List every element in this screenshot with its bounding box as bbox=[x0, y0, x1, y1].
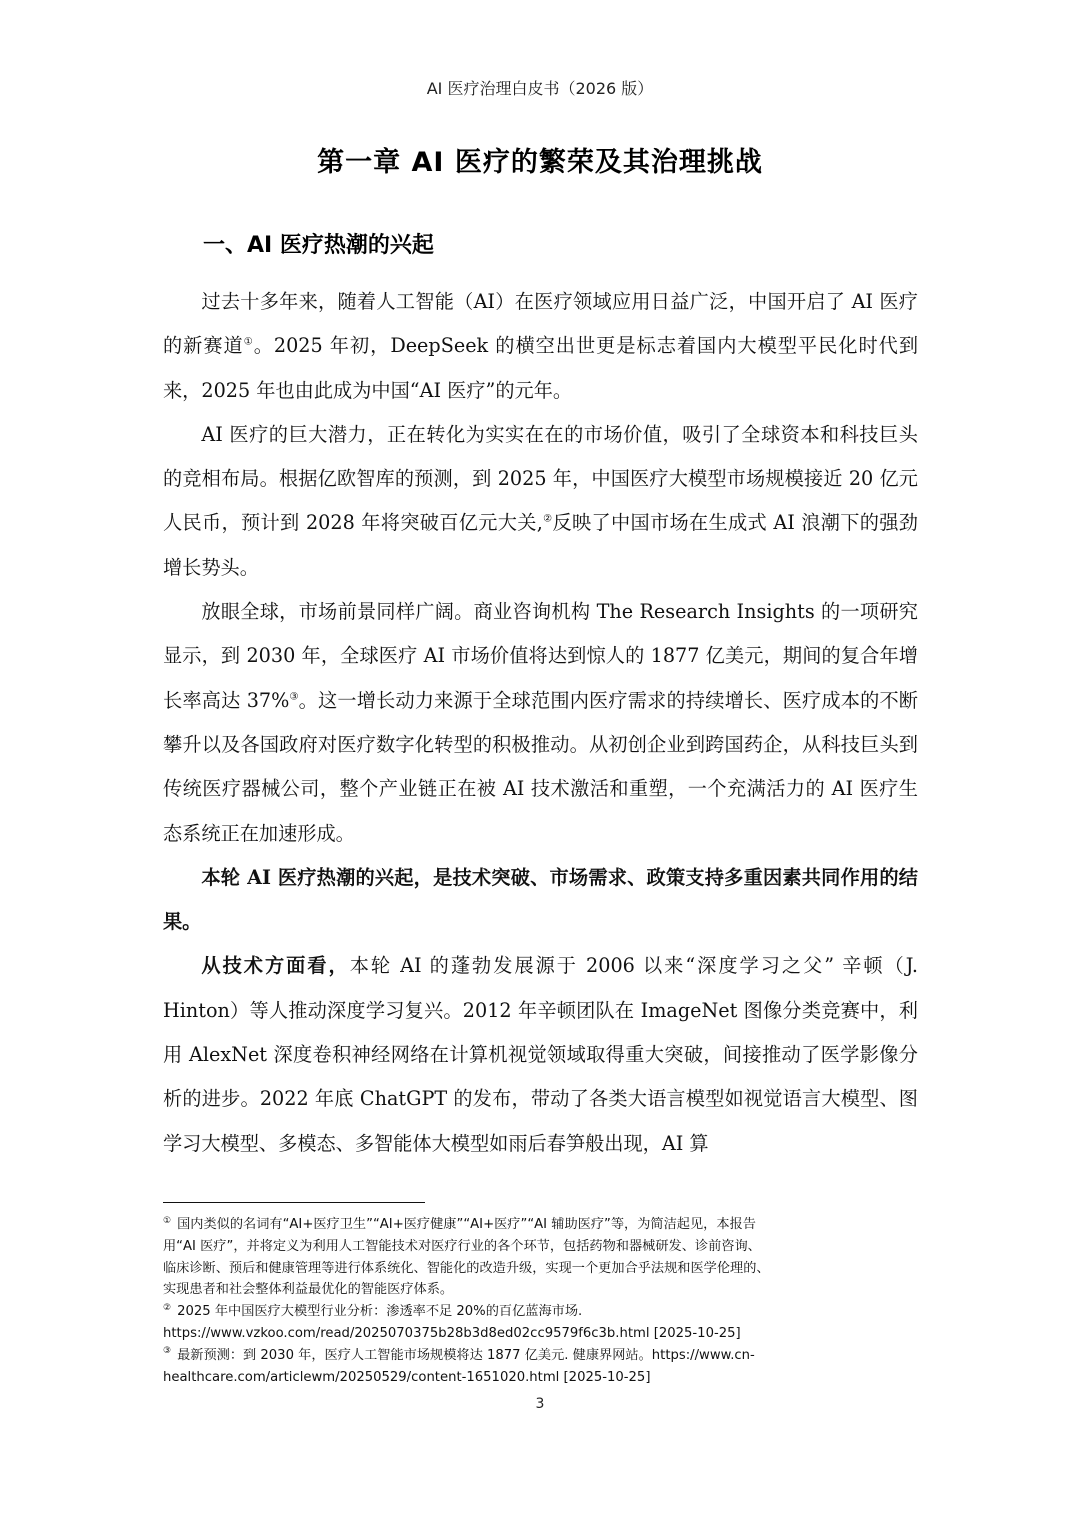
paragraph-text: 。2025 年初，DeepSeek 的横空出世更是标志着国内大模型平民化时代到来，2025 年也由此成为中国“AI 医疗”的元年。 bbox=[163, 334, 919, 402]
paragraph-text: AI 医疗的巨大潜力，正在转化为实实在在的市场价值，吸引了全球资本和科技巨头的竞相布局。根据亿欧智库的预测，到 2025 年，中国医疗大模型市场规模接近 20 亿元人民币，预计到 2028 年将突破百亿元大关, bbox=[163, 422, 918, 535]
paragraph-text: 本轮 AI 的蓬勃发展源于 2006 以来“深度学习之父” 辛顿（J. Hinton）等人推动深度学习复兴。2012 年辛顿团队在 ImageNet 图像分类竞赛中，利用 AlexNet 深度卷积神经网络在计算机视觉领域取得重大突破，间接推动了医学影像分析的进步。2022 年底 ChatGPT 的发布，带动了各类大语言模型如视觉语言大模型、图学习大模型、多模态、多智能体大模型如雨后春笋般出现，AI 算 bbox=[163, 954, 919, 1155]
footnote-line: 用“AI 医疗”，并将定义为利用人工智能技术对医疗行业的各个环节，包括药物和器械研发、诊前咨询、 bbox=[163, 1238, 761, 1254]
footnote-link[interactable]: https://www.vzkoo.com/read/2025070375b28b3d8ed02cc9579f6c3b.html [2025-10-25] bbox=[163, 1325, 741, 1341]
paragraph-text: 放眼全球，市场前景同样广阔。商业咨询机构 The Research Insights 的一项研究显示，到 2030 年，全球医疗 AI 市场价值将达到惊人的 1877 亿美元，期间的复合年增长率高达 37% bbox=[163, 600, 918, 712]
footnote-line bbox=[163, 1301, 923, 1323]
chapter-title: 第一章 AI 医疗的繁荣及其治理挑战 bbox=[317, 147, 763, 178]
footnote-line bbox=[163, 1214, 923, 1236]
page-number: 3 bbox=[535, 1396, 545, 1412]
paragraph-4 bbox=[163, 856, 918, 945]
paragraph-3 bbox=[163, 590, 918, 856]
paragraph-lead: 从技术方面看， bbox=[201, 954, 350, 978]
body-text bbox=[163, 280, 918, 1166]
footnote-separator bbox=[163, 1202, 425, 1203]
footnote-line bbox=[163, 1345, 923, 1367]
bold-statement: 本轮 AI 医疗热潮的兴起，是技术突破、市场需求、政策支持多重因素共同作用的结果。 bbox=[163, 865, 918, 934]
footnote-ref-3[interactable]: ③ bbox=[289, 691, 299, 703]
footnote-marker: ③ bbox=[163, 1346, 172, 1357]
footnote-marker: ① bbox=[163, 1215, 172, 1226]
footnote-marker: ② bbox=[163, 1302, 172, 1313]
footnote-2 bbox=[163, 1301, 923, 1345]
paragraph-1 bbox=[163, 280, 918, 413]
paragraph-2 bbox=[163, 413, 918, 590]
paragraph-text: 过去十多年来，随着人工智能（AI）在医疗领域应用日益广泛，中国开启了 AI 医疗的新赛道 bbox=[163, 290, 918, 358]
section-title: 一、AI 医疗热潮的兴起 bbox=[203, 233, 434, 258]
footnote-ref-1[interactable]: ① bbox=[243, 336, 254, 348]
footnote-ref-2[interactable]: ② bbox=[542, 514, 553, 526]
footnote-line: 实现患者和社会整体利益最优化的智能医疗体系。 bbox=[163, 1282, 454, 1298]
footnote-link[interactable]: healthcare.com/articlewm/20250529/content-1651020.html [2025-10-25] bbox=[163, 1369, 651, 1385]
footnote-text: 2025 年中国医疗大模型行业分析：渗透率不足 20%的百亿蓝海市场. bbox=[177, 1304, 583, 1320]
paragraph-5 bbox=[163, 944, 918, 1165]
footnote-line: 临床诊断、预后和健康管理等进行体系统化、智能化的改造升级，实现一个更加合乎法规和医学伦理的、 bbox=[163, 1260, 770, 1276]
paragraph-text: 。这一增长动力来源于全球范围内医疗需求的持续增长、医疗成本的不断攀升以及各国政府对医疗数字化转型的积极推动。从初创企业到跨国药企，从科技巨头到传统医疗器械公司，整个产业链正在被 AI 技术激活和重塑，一个充满活力的 AI 医疗生态系统正在加速形成。 bbox=[163, 688, 918, 845]
footnote-text: 国内类似的名词有“AI+医疗卫生”“AI+医疗健康”“AI+医疗”“AI 辅助医疗”等，为简洁起见，本报告 bbox=[177, 1217, 756, 1232]
paragraph-text: 反映了中国市场在生成式 AI 浪潮下的强劲增长势头。 bbox=[163, 511, 918, 579]
running-header: AI 医疗治理白皮书（2026 版） bbox=[426, 79, 654, 98]
footnote-text: 最新预测：到 2030 年，医疗人工智能市场规模将达 1877 亿美元. 健康界网站。https://www.cn- bbox=[177, 1347, 755, 1363]
footnote-1 bbox=[163, 1214, 923, 1301]
footnote-3 bbox=[163, 1345, 923, 1389]
footnotes bbox=[163, 1214, 923, 1388]
